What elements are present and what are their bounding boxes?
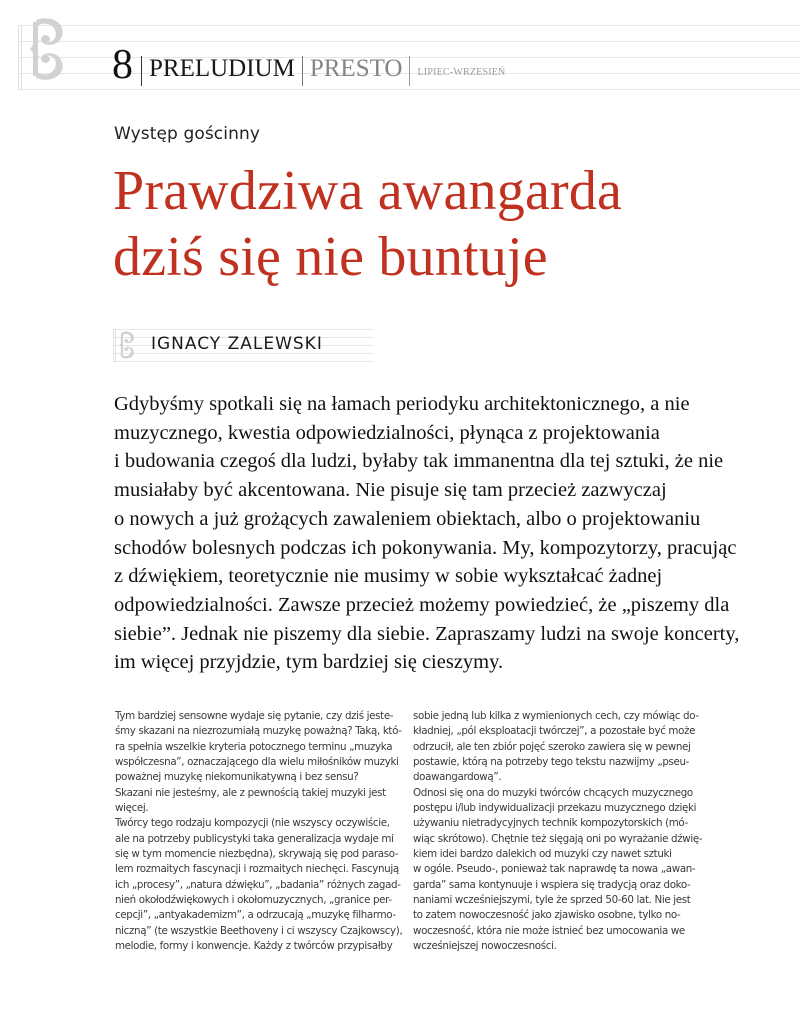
body-line: melodie, formy i konwencje. Każdy z twórców przypisałby: [115, 940, 393, 953]
body-line: Tym bardziej sensowne wydaje się pytanie, czy dziś jeste-: [115, 710, 394, 722]
article-title: [113, 158, 763, 290]
body-line: odrzucił, ale ten zbiór pojęć szeroko zawiera się w pewnej: [413, 740, 691, 753]
lead-line: o nowych a już grożących zawaleniem obiektach, albo o projektowaniu: [114, 507, 701, 530]
body-column-left: [115, 709, 403, 955]
body-line: postawie, którą na potrzeby tego tekstu nazwijmy „pseu-: [413, 756, 690, 769]
title-line: dziś się nie buntuje: [113, 226, 548, 288]
body-line: w ogóle. Pseudo-, ponieważ tak naprawdę ta nowa „awan-: [413, 863, 696, 876]
issue-number: 8: [112, 42, 133, 88]
body-line: woczesność, która nie może istnieć bez umocowania we: [413, 924, 685, 937]
alto-clef-icon: [116, 325, 138, 365]
body-line: Skazani nie jesteśmy, ale z pewnością takiej muzyki jest: [115, 786, 386, 799]
body-line: ale na potrzeby publicystyki taka generalizacja wydaje mi: [115, 832, 394, 845]
body-line: śmy skazani na niezrozumiałą muzykę poważną? Taką, któ-: [115, 725, 402, 738]
body-line: używaniu nietradycyjnych technik kompozytorskich (mó-: [413, 817, 688, 830]
body-line: kiem idei bardzo dalekich od muzyki czy nawet sztuki: [413, 848, 672, 861]
section-label: Występ gościnny: [114, 124, 260, 144]
lead-line: z dźwiękiem, teoretycznie nie musimy w sobie wykształcać żadnej: [114, 565, 663, 588]
author-name: IGNACY ZALEWSKI: [151, 334, 323, 354]
magazine-name: PRELUDIUM: [149, 55, 295, 82]
lead-paragraph: [114, 390, 740, 677]
body-line: się w tym momencie niezbędna), skrywają się pod paraso-: [115, 848, 399, 861]
header-divider: [302, 56, 303, 86]
body-line: postępu i/lub indywidualizacji przekazu muzycznego dzięki: [413, 802, 697, 815]
header-divider: [409, 56, 410, 86]
body-line: kładniej, „pól eksploatacji twórczej”, a pozostałe być może: [413, 725, 696, 738]
magazine-subname: PRESTO: [309, 55, 403, 82]
lead-line: schodów bolesnych podczas ich pokonywania. My, kompozytorzy, pracując: [114, 536, 737, 559]
lead-line: siebie”. Jednak nie piszemy dla siebie. Zapraszamy ludzi na swoje koncerty,: [114, 622, 740, 645]
body-line: poważnej muzykę niekomunikatywną i bez sensu?: [115, 771, 359, 784]
body-line: ich „procesy”, „natura dźwięku”, „badania” różnych zagad-: [115, 878, 401, 891]
running-header: [112, 36, 505, 86]
body-line: ra spełnia wszelkie kryteria potocznego terminu „muzyka: [115, 740, 393, 753]
body-line: naniami wcześniejszymi, tyle że sprzed 50-60 lat. Nie jest: [413, 894, 691, 907]
body-line: wiąc skrótowo). Chętnie też sięgają oni po wyrażanie dźwię-: [413, 832, 703, 845]
body-line: współczesna”, oznaczającego dla wielu miłośników muzyki: [115, 756, 399, 769]
body-line: wcześniejszej nowoczesności.: [413, 940, 557, 953]
body-line: sobie jedną lub kilka z wymienionych cech, czy mówiąc do-: [413, 710, 699, 722]
body-line: nień okołodźwiękowych i okołomuzycznych, „granice per-: [115, 894, 392, 907]
title-line: Prawdziwa awangarda: [113, 160, 623, 222]
body-line: lem rozmaitych fascynacji i rozmaitych niechęci. Fascynują: [115, 863, 399, 876]
body-line: Twórcy tego rodzaju kompozycji (nie wszyscy oczywiście,: [115, 817, 390, 830]
body-line: niczną” (te wszystkie Beethoveny i ci wszyscy Czajkowscy),: [115, 924, 403, 937]
body-line: więcej.: [115, 802, 149, 815]
lead-line: musiałaby być akcentowana. Nie pisuje się tam przecież zazwyczaj: [114, 479, 667, 502]
body-line: cepcji”, „antyakademizm”, a odrzucają „muzykę filharmo-: [115, 909, 396, 922]
body-line: doawangardową”.: [413, 771, 502, 784]
lead-line: i budowania czegoś dla ludzi, byłaby tak immanentna dla tej sztuki, że nie: [114, 450, 724, 473]
header-divider: [141, 56, 142, 86]
body-line: to zatem nowoczesność jako zjawisko osobne, tylko no-: [413, 909, 681, 922]
lead-line: im więcej przyjdzie, tym bardziej się cieszymy.: [114, 651, 504, 674]
lead-line: muzycznego, kwestia odpowiedzialności, płynąca z projektowania: [114, 421, 660, 444]
body-line: Odnosi się ona do muzyki twórców chcących muzycznego: [413, 786, 693, 799]
alto-clef-icon: [22, 16, 72, 82]
body-line: garda” sama kontynuuje i wspiera się tradycją oraz doko-: [413, 878, 691, 891]
lead-line: Gdybyśmy spotkali się na łamach periodyku architektonicznego, a nie: [114, 393, 690, 415]
body-column-right: [413, 709, 703, 955]
lead-line: odpowiedzialności. Zawsze przecież możemy powiedzieć, że „piszemy dla: [114, 593, 730, 616]
issue-period: LIPIEC-WRZESIEŃ: [417, 67, 506, 78]
